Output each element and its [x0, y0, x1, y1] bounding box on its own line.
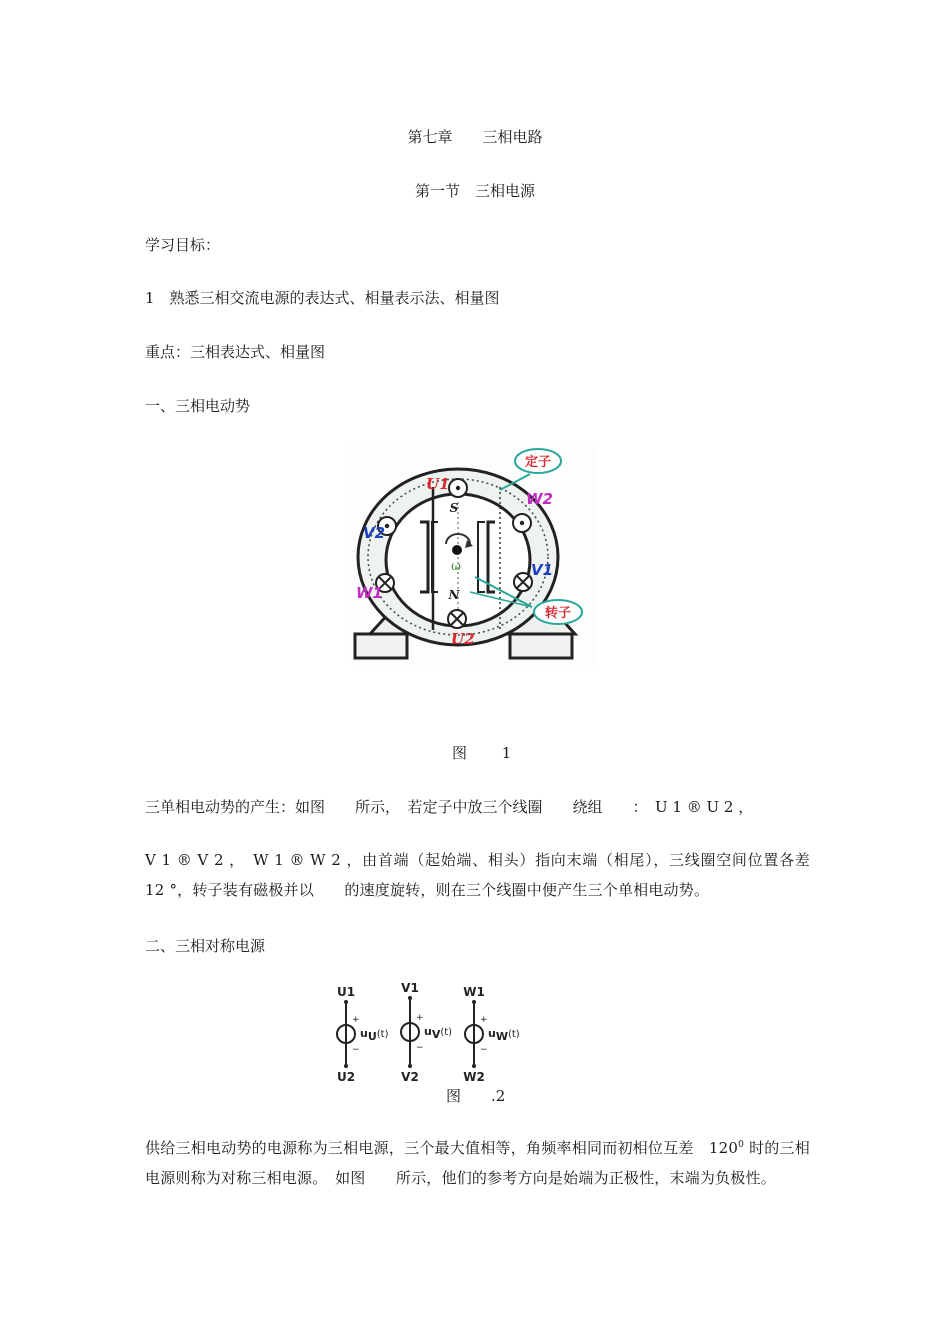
coil-label-w2: W2 [526, 490, 553, 508]
paragraph-2-text: 供给三相电动势的电源称为三相电源，三个最大值相等，角频率相同而初相位互差 120 [145, 1139, 739, 1157]
degree-superscript: 0 [738, 1140, 745, 1150]
terminal-label-v2: V2 [401, 1070, 419, 1084]
terminal-label-w1: W1 [463, 985, 485, 999]
coil-label-w1: W1 [356, 584, 383, 602]
terminal-dot-top-u1 [344, 1000, 348, 1004]
figure-1-caption: 图 1 [452, 744, 512, 762]
coil-label-u2: U2 [451, 630, 475, 648]
objectives-heading: 学习目标： [145, 236, 221, 254]
paragraph-2-text-continued: 时的三相电源则称为对称三相电源。 如图 所示，他们的参考方向是始端为正极性，末端为负极性。 [145, 1139, 810, 1187]
minus-sign-u1: − [352, 1045, 360, 1055]
section-heading-symmetric: 二、三相对称电源 [145, 937, 266, 955]
rotor-callout-label: 转子 [544, 606, 572, 621]
slot-w2 [513, 514, 531, 532]
base-right-foot [510, 634, 572, 658]
pole-s-label: S [449, 501, 459, 515]
paragraph-1-line-2: V 1 ® V 2 ， W 1 ® W 2 ，由首端（起始端、相头）指向末端（相尾），三线圈空间位置各差 12 °，转子装有磁极并以 的速度旋转，则在三个线圈中便产生三个单相电动势。 [145, 851, 826, 899]
source-voltage-label-w1: uW(t) [488, 1027, 520, 1043]
coil-label-u1: U1 [426, 475, 450, 493]
stator-callout-label: 定子 [524, 455, 552, 470]
terminal-dot-bottom-u1 [344, 1064, 348, 1068]
paragraph-1-line-1: 三单相电动势的产生：如图 所示， 若定子中放三个线圈 绕组 ： U 1 ® U 2 ， [145, 798, 754, 816]
source-voltage-label-u1: uU(t) [360, 1027, 389, 1043]
plus-sign-u1: + [352, 1015, 360, 1025]
slot-v1 [514, 573, 532, 591]
terminal-label-w2: W2 [463, 1070, 485, 1084]
slot-u2 [448, 610, 466, 628]
objective-item-1: 1 熟悉三相交流电源的表达式、相量表示法、相量图 [145, 289, 500, 307]
rotor-axis-icon [452, 545, 462, 555]
key-points: 重点：三相表达式、相量图 [145, 343, 326, 361]
terminal-label-u1: U1 [336, 985, 356, 999]
minus-sign-v1: − [416, 1043, 424, 1053]
paragraph-2 [145, 1133, 810, 1193]
pole-n-label: N [448, 588, 460, 602]
minus-sign-w1: − [480, 1045, 488, 1055]
three-source-diagram [328, 980, 528, 1088]
slot-u1 [449, 479, 467, 497]
terminal-dot-bottom-w1 [472, 1064, 476, 1068]
terminal-label-v1: V1 [401, 981, 419, 995]
coil-label-v2: V2 [363, 524, 386, 542]
plus-sign-w1: + [480, 1015, 488, 1025]
omega-label: ω [451, 559, 461, 573]
terminal-dot-bottom-v1 [408, 1064, 412, 1068]
figure-2-caption: 图 .2 [446, 1087, 506, 1105]
section-title: 第一节 三相电源 [414, 182, 535, 200]
base-left-foot [355, 634, 407, 658]
coil-label-v1: V1 [531, 561, 554, 579]
terminal-dot-top-v1 [408, 996, 412, 1000]
section-heading-emf: 一、三相电动势 [145, 397, 251, 415]
terminal-dot-top-w1 [472, 1000, 476, 1004]
source-voltage-label-v1: uV(t) [424, 1025, 453, 1041]
plus-sign-v1: + [416, 1013, 424, 1023]
generator-diagram [350, 442, 595, 667]
chapter-title: 第七章 三相电路 [407, 128, 543, 146]
terminal-label-u2: U2 [336, 1070, 356, 1084]
